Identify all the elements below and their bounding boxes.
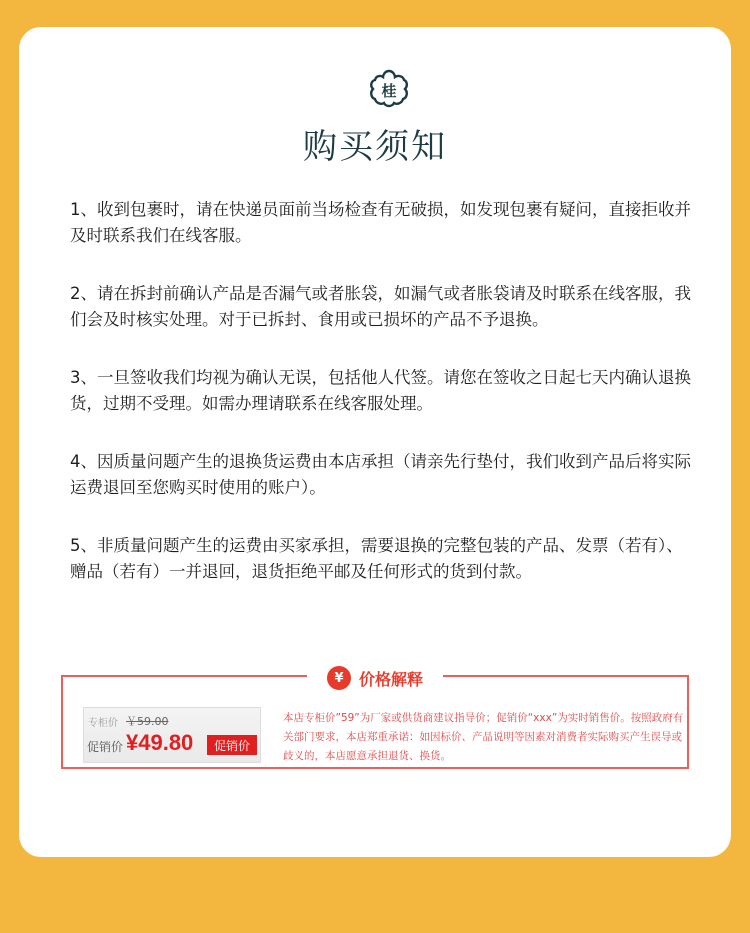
page-title: 购买须知 [303,127,447,167]
price-tag [83,707,261,763]
brand-logo [366,67,412,113]
promo-price-badge: 促销价 [207,735,257,755]
yen-icon: ¥ [327,666,351,690]
price-explanation-title: 价格解释 [358,669,423,689]
rule-item-1: 1、收到包裹时，请在快递员面前当场检查有无破损，如发现包裹有疑问，直接拒收并及时联系我们在线客服。 [70,200,691,245]
original-price-value: ￥59.00 [126,715,169,728]
price-explanation-text: 本店专柜价”59”为厂家或供货商建议指导价；促销价“xxx”为实时销售价。按照政府有关部门要求，本店郑重承诺：如因标价、产品说明等因素对消费者实际购买产生误导或歧义的，本店愿意承担退货、换货。 [283,712,684,762]
price-explanation-heading [307,663,443,693]
rule-item-4: 4、因质量问题产生的退换货运费由本店承担（请亲先行垫付，我们收到产品后将实际运费退回至您购买时使用的账户）。 [70,452,691,497]
logo-char: 桂 [381,82,397,100]
promo-price-value: ¥49.80 [126,730,194,755]
brand-logo-icon [366,67,412,113]
promo-price-label: 促销价 [87,740,124,754]
price-explanation-section [61,665,689,769]
rules-list [70,197,694,617]
rule-item-3: 3、一旦签收我们均视为确认无误，包括他人代签。请您在签收之日起七天内确认退换货，过期不受理。如需办理请联系在线客服处理。 [70,368,691,413]
notice-card [19,27,731,857]
original-price-label: 专柜价 [88,718,118,729]
rule-item-5: 5、非质量问题产生的运费由买家承担，需要退换的完整包装的产品、发票（若有）、赠品（若有）一并退回，退货拒绝平邮及任何形式的货到付款。 [70,536,683,581]
rule-item-2: 2、请在拆封前确认产品是否漏气或者胀袋，如漏气或者胀袋请及时联系在线客服，我们会及时核实处理。对于已拆封、食用或已损坏的产品不予退换。 [70,284,691,329]
